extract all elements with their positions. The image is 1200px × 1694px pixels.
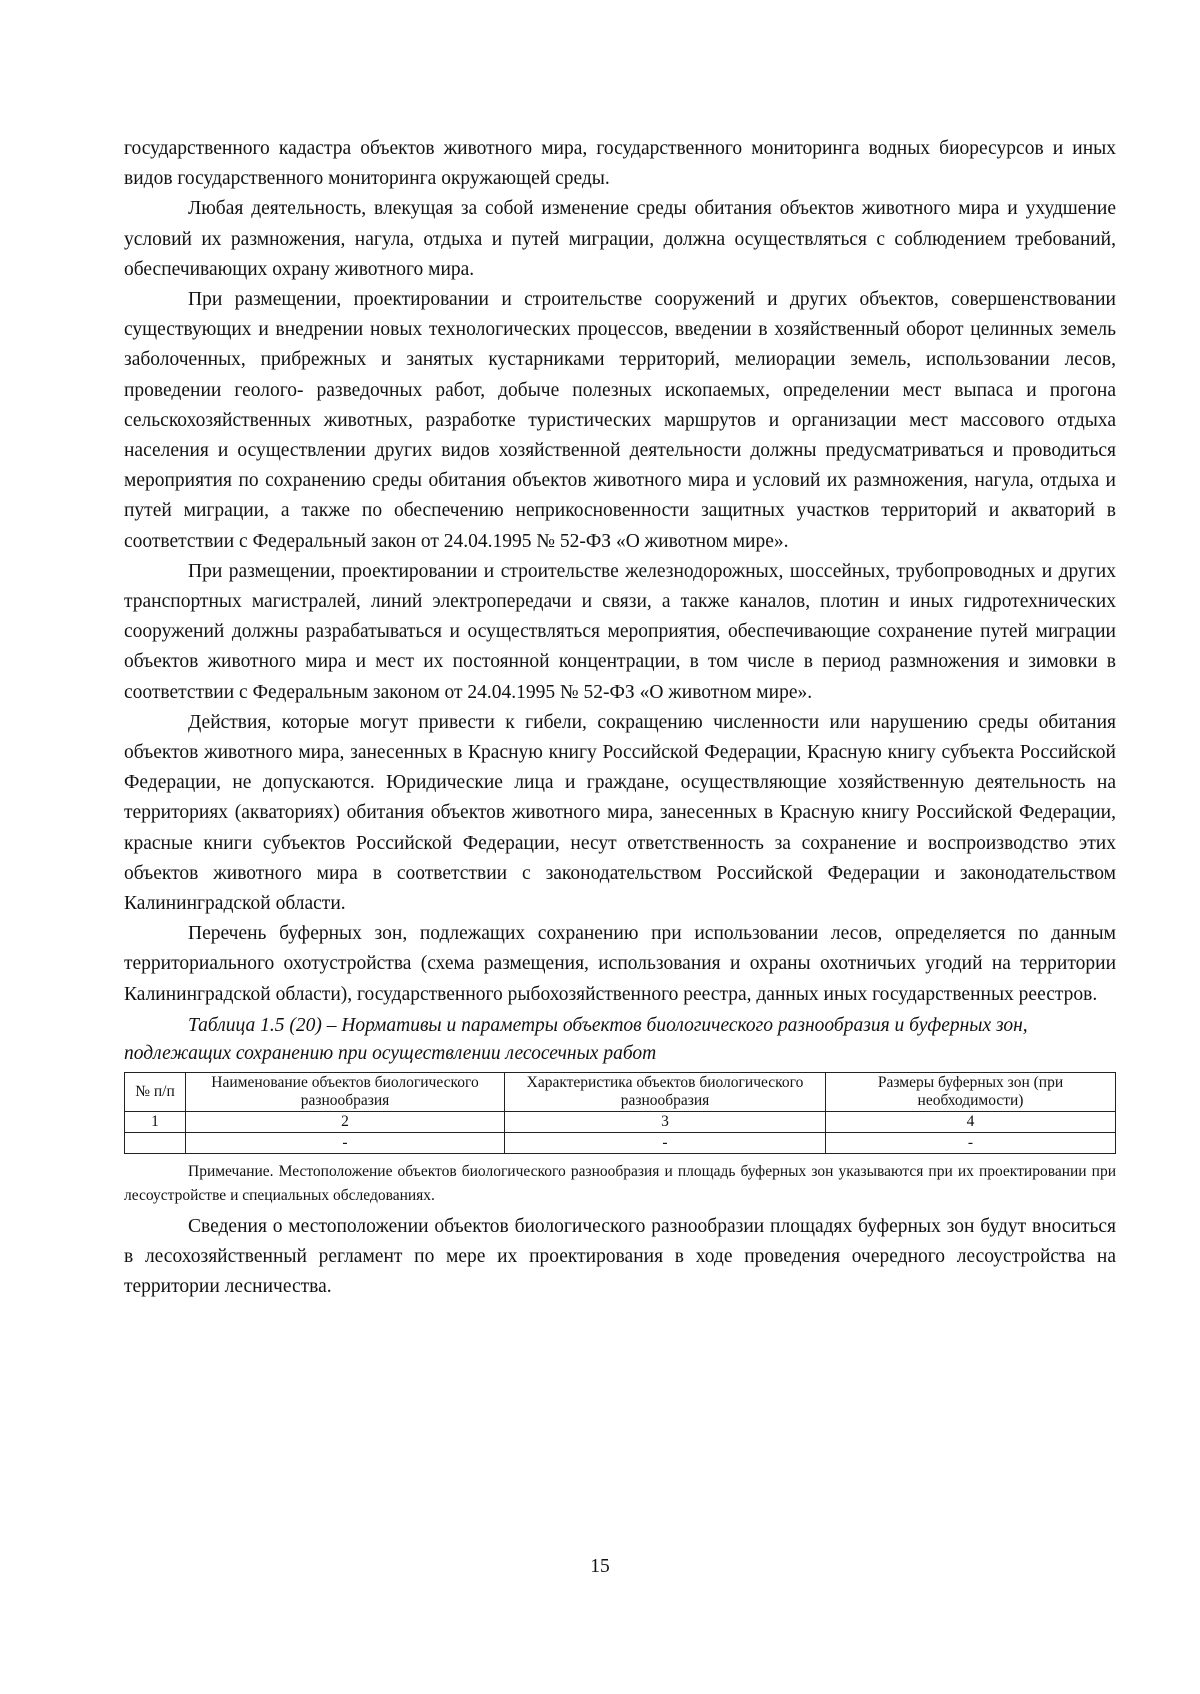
table-cell: 2 [186, 1111, 505, 1132]
table-cell: - [505, 1132, 826, 1153]
paragraph-construction-measures: При размещении, проектировании и строительстве сооружений и других объектов, совершенствовании существующих и внедрении новых технологических процессов, введении в хозяйственный оборот целинных земель заболоченных, прибрежных и занятых кустарниками территорий, мелиорации земель, использовании лесов, проведении геолого- разведочных работ, добыче полезных ископаемых, определении мест выпаса и прогона сельскохозяйственных животных, разработке туристических маршрутов и организации мест массового отдыха населения и осуществлении других видов хозяйственной деятельности должны предусматриваться и проводиться мероприятия по сохранению среды обитания объектов животного мира и условий их размножения, нагула, отдыха и путей миграции, а также по обеспечению неприкосновенности защитных участков территорий и акваторий в соответствии с Федеральный закон от 24.04.1995 № 52-ФЗ «О животном мире». [124, 289, 1116, 552]
table-cell: - [186, 1132, 505, 1153]
table-note: Примечание. Местоположение объектов биологического разнообразия и площадь буферных зон указываются при их проектировании при лесоустройстве и специальных обследованиях. [124, 1162, 1116, 1204]
header-object-name: Наименование объектов биологического разнообразия [186, 1072, 505, 1111]
table-cell [125, 1132, 186, 1153]
page-number: 15 [590, 1556, 610, 1577]
paragraph-closing: Сведения о местоположении объектов биологического разнообразии площадях буферных зон будут вноситься в лесохозяйственный регламент по мере их проектирования в ходе проведения очередного лесоустройства на территории лесничества. [124, 1215, 1116, 1298]
header-buffer-zone-size: Размеры буферных зон (при необходимости) [826, 1072, 1116, 1111]
header-number: № п/п [125, 1072, 186, 1111]
paragraph-red-book: Действия, которые могут привести к гибели, сокращению численности или нарушению среды обитания объектов животного мира, занесенных в Красную книгу Российской Федерации, Красную книгу субъекта Российской Федерации, не допускаются. Юридические лица и граждане, осуществляющие хозяйственную деятельность на территориях (акваториях) обитания объектов животного мира, занесенных в Красную книгу Российской Федерации, красные книги субъектов Российской Федерации, несут ответственность за сохранение и воспроизводство этих объектов животного мира в соответствии с законодательством Российской Федерации и законодательством Калининградской области. [124, 711, 1116, 915]
paragraph-continuation: государственного кадастра объектов животного мира, государственного мониторинга водных биоресурсов и иных видов государственного мониторинга окружающей среды. [124, 138, 1116, 190]
table-cell: - [826, 1132, 1116, 1153]
paragraph-buffer-zones-list: Перечень буферных зон, подлежащих сохранению при использовании лесов, определяется по данным территориального охотустройства (схема размещения, использования и охраны охотничьих угодий на территории Калининградской области), государственного рыбохозяйственного реестра, данных иных государственных реестров. [124, 923, 1116, 1005]
paragraph-transport-infrastructure: При размещении, проектировании и строительстве железнодорожных, шоссейных, трубопроводных и других транспортных магистралей, линий электропередачи и связи, а также каналов, плотин и иных гидротехнических сооружений должны разрабатываться и осуществляться мероприятия, обеспечивающие сохранение путей миграции объектов животного мира и мест их постоянной концентрации, в том числе в период размножения и зимовки в соответствии с Федеральным законом от 24.04.1995 № 52-ФЗ «О животном мире». [124, 560, 1116, 703]
header-object-characteristics: Характеристика объектов биологического разнообразия [505, 1072, 826, 1111]
table-index-row [125, 1111, 1116, 1132]
paragraph-habitat-activity: Любая деятельность, влекущая за собой изменение среды обитания объектов животного мира и ухудшение условий их размножения, нагула, отдыха и путей миграции, должна осуществляться с соблюдением требований, обеспечивающих охрану животного мира. [124, 198, 1116, 280]
table-cell: 4 [826, 1111, 1116, 1132]
table-row [125, 1132, 1116, 1153]
table-caption: Таблица 1.5 (20) – Нормативы и параметры объектов биологического разнообразия и буферных зон, подлежащих сохранению при осуществлении лесосечных работ [124, 1014, 1028, 1064]
table-cell: 1 [125, 1111, 186, 1132]
table-cell: 3 [505, 1111, 826, 1132]
table-header-row [125, 1072, 1116, 1111]
biodiversity-table [124, 1072, 1116, 1154]
